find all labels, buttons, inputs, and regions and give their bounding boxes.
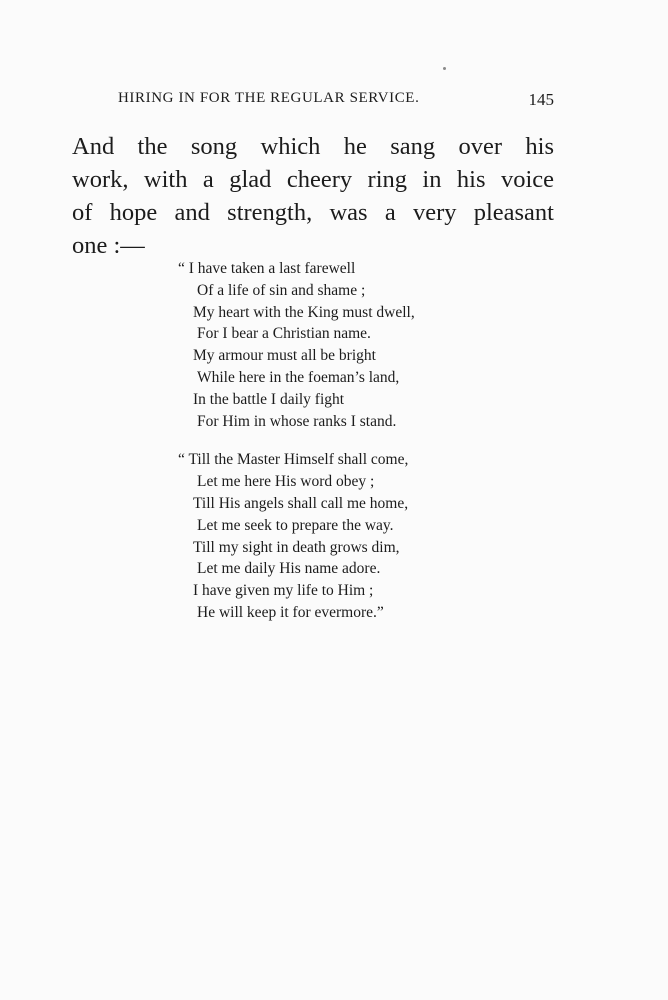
verse-line: For Him in whose ranks I stand.	[197, 412, 397, 430]
verse-line: “ I have taken a last farewell	[178, 260, 356, 277]
verse-line: While here in the foeman’s land,	[197, 368, 400, 386]
page-number: 145	[528, 90, 554, 109]
verse-line: He will keep it for evermore.”	[197, 603, 384, 621]
running-title: HIRING IN FOR THE REGULAR SERVICE.	[118, 90, 420, 106]
verse-line: Let me seek to prepare the way.	[197, 516, 394, 534]
verse-line: Till my sight in death grows dim,	[193, 538, 400, 556]
verse-line: “ Till the Master Himself shall come,	[178, 451, 409, 469]
print-speck	[443, 67, 446, 70]
verse-line: Let me daily His name adore.	[197, 560, 381, 578]
prose-line: one :—	[72, 232, 145, 259]
verse-line: My armour must all be bright	[193, 347, 376, 365]
verse-line: For I bear a Christian name.	[197, 325, 371, 343]
verse-line: Let me here His word obey ;	[197, 473, 375, 491]
poem	[178, 258, 415, 641]
verse-line: Till His angels shall call me home,	[193, 494, 409, 512]
stanza-1	[178, 258, 415, 432]
prose-line: work, with a glad cheery ring in his voice	[72, 166, 554, 193]
stanza-2	[178, 449, 415, 623]
verse-line: In the battle I daily fight	[193, 390, 345, 408]
verse-line: Of a life of sin and shame ;	[197, 281, 366, 299]
verse-line: My heart with the King must dwell,	[193, 303, 415, 321]
running-header	[118, 90, 554, 112]
prose-paragraph	[72, 130, 554, 262]
prose-line: of hope and strength, was a very pleasant	[72, 199, 554, 226]
verse-line: I have given my life to Him ;	[193, 582, 374, 600]
prose-line: And the song which he sang over his	[72, 133, 554, 160]
